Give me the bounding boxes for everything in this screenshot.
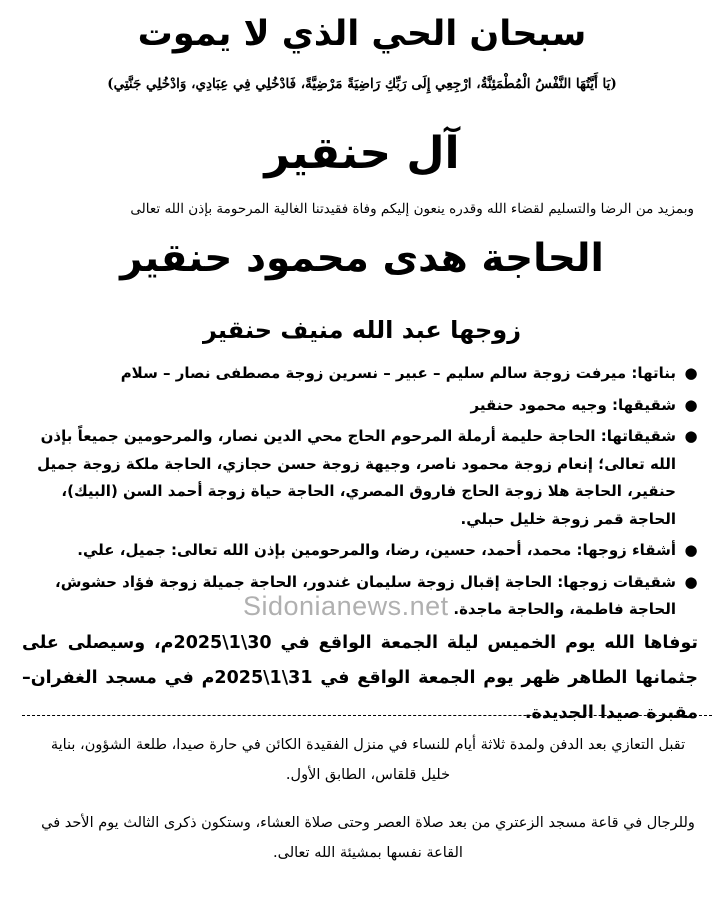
bullet-icon: ● <box>684 572 698 591</box>
husband-line: زوجها عبد الله منيف حنقير <box>202 316 522 344</box>
list-item <box>26 423 698 533</box>
relatives-list <box>26 360 698 628</box>
bullet-icon: ● <box>684 541 698 559</box>
deceased-name: الحاجة هدى محمود حنقير <box>120 236 604 281</box>
relatives-brother: شقيقها: وجيه محمود حنقير <box>470 395 676 414</box>
bullet-icon: ● <box>684 395 698 414</box>
relatives-sisters: شقيقاتها: الحاجة حليمة أرملة المرحوم الحاج محي الدين نصار، والمرحومين جميعاً بإذن الله تعالى؛ إنعام زوجة محمود ناصر، وجيهة زوجة حسن حجازي، الحاجة ملكة زوجة جميل حنقير، الحاجة هلا زوجة الحاج فاروق المصري، الحاجة حياة زوجة أحمد السن (البيك)، الحاجة قمر زوجة خليل حبلي. <box>37 427 676 528</box>
bullet-icon: ● <box>684 364 698 382</box>
condolences-women: تقبل التعازي بعد الدفن ولمدة ثلاثة أيام للنساء في منزل الفقيدة الكائن في حارة صيدا، طلعة الشؤون، بناية خليل قلقاس، الطابق الأول. <box>50 737 686 783</box>
opening-title: سبحان الحي الذي لا يموت <box>137 14 587 54</box>
relatives-husband-brothers: أشقاء زوجها: محمد، أحمد، حسين، رضا، والمرحومين بإذن الله تعالى: جميل، علي. <box>77 541 676 559</box>
dashed-divider <box>22 715 712 716</box>
quran-verse: (يَا أَيَّتُهَا النَّفْسُ الْمُطْمَئِنَّةُ، ارْجِعِي إِلَى رَبِّكِ رَاضِيَةً مَرْضِيَّةً، فَادْخُلِي فِي عِبَادِي، وَادْخُلِي جَنَّتِي) <box>107 76 617 92</box>
site-watermark: Sidonianews.net <box>243 591 449 621</box>
family-name: آل حنقير <box>264 128 460 179</box>
announcement-intro: وبمزيد من الرضا والتسليم لقضاء الله وقدره ينعون إليكم وفاة فقيدتنا الغالية المرحومة بإذن الله تعالى <box>130 201 694 217</box>
funeral-announcement: توفاها الله يوم الخميس ليلة الجمعة الواقع في 30\1\2025م، وسيصلى على جثمانها الطاهر ظهر يوم الجمعة الواقع في 31\1\2025م في مسجد الغفران– مقبرة صيدا الجديدة. <box>22 633 698 723</box>
relatives-husband-sisters: شقيقات زوجها: الحاجة إقبال زوجة سليمان غندور، الحاجة جميلة زوجة فؤاد حشوش، الحاجة فاطمة، والحاجة ماجدة. <box>55 572 676 618</box>
bullet-icon: ● <box>684 427 698 445</box>
list-item <box>26 392 698 420</box>
relatives-daughters: بناتها: ميرفت زوجة سالم سليم – عبير – نسرين زوجة مصطفى نصار – سلام <box>120 364 676 382</box>
condolences-men: وللرجال في قاعة مسجد الزعتري من بعد صلاة العصر وحتى صلاة العشاء، وستكون ذكرى الثالث يوم الأحد في القاعة نفسها بمشيئة الله تعالى. <box>41 815 695 861</box>
list-item <box>26 360 698 388</box>
list-item <box>26 537 698 565</box>
